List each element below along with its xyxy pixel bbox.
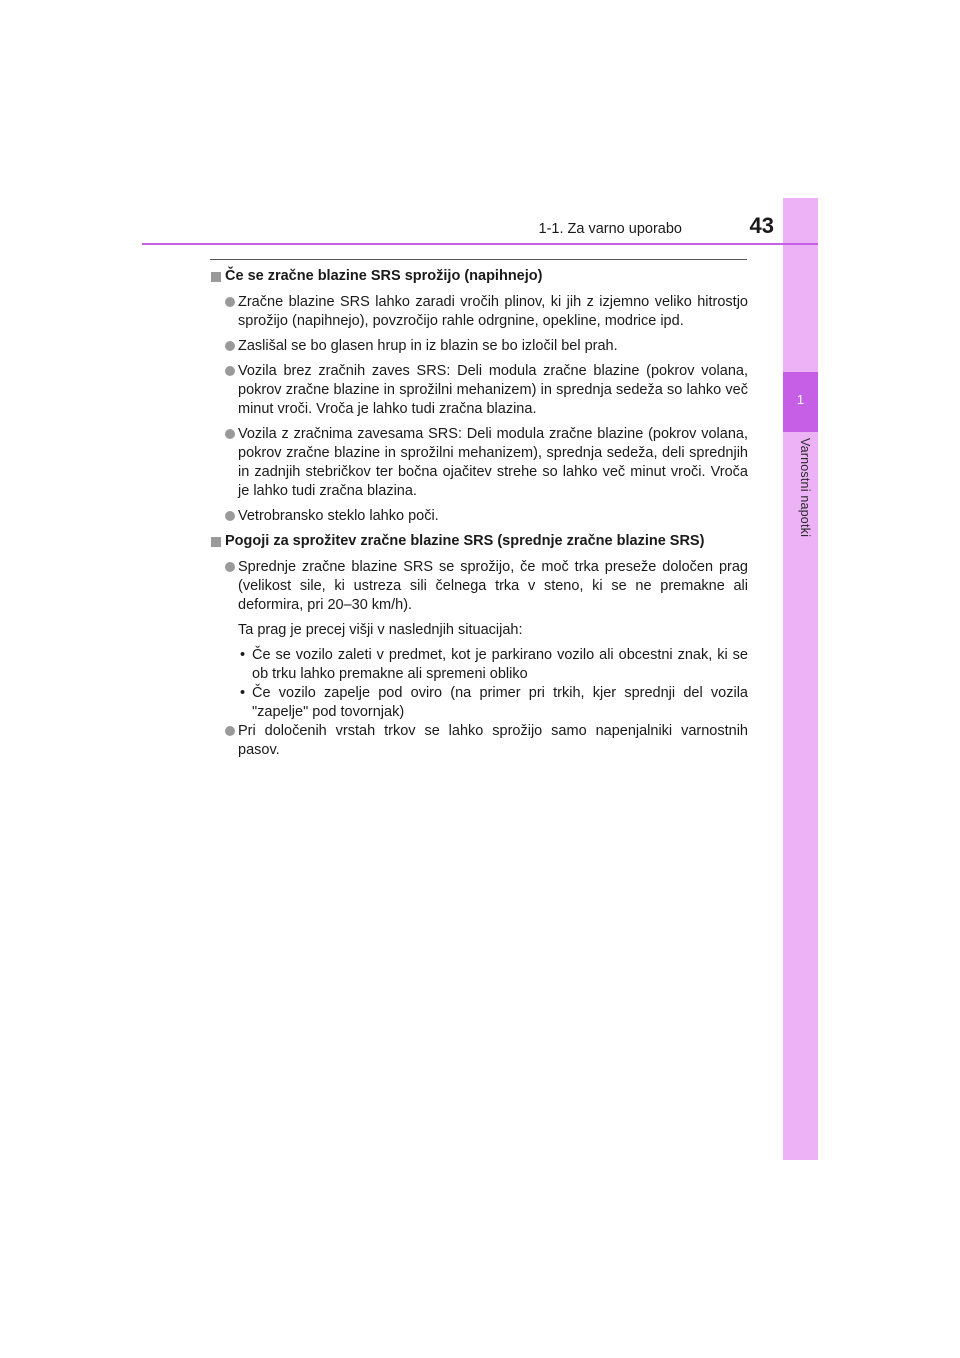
list-item <box>210 293 748 331</box>
square-bullet-icon <box>211 537 221 547</box>
header-rule <box>142 243 818 245</box>
page-number: 43 <box>749 213 774 238</box>
list-item <box>210 425 748 501</box>
circle-bullet-icon <box>225 341 235 351</box>
circle-bullet-icon <box>225 562 235 572</box>
list-item-text: Vozila brez zračnih zaves SRS: Deli modula zračne blazine (pokrov volana, pokrov zračne blazine in sprožilni mehanizem) in sprednja sedeža so lahko več minut vroči. Vroča je lahko tudi zračna blazina. <box>238 363 748 417</box>
sub-list-item-text: Če se vozilo zaleti v predmet, kot je parkirano vozilo ali obcestni znak, ki se ob trku lahko premakne ali spremeni obliko <box>252 647 748 682</box>
circle-bullet-icon <box>225 366 235 376</box>
section-heading-text: Če se zračne blazine SRS sprožijo (napihnejo) <box>225 268 543 284</box>
list-item-text: Zračne blazine SRS lahko zaradi vročih plinov, ki jih z izjemno veliko hitrostjo sprožijo (napihnejo), povzročijo rahle odrgnine, opekline, modrice ipd. <box>238 294 748 329</box>
circle-bullet-icon <box>225 511 235 521</box>
section-title: 1-1. Za varno uporabo <box>538 221 682 237</box>
list-item-text: Vozila z zračnima zavesama SRS: Deli modula zračne blazine (pokrov volana, pokrov zračne blazine in sprožilni mehanizem), sprednja sedeža, deli sprednjih in zadnjih stebričkov ter bočna ojačitev strehe so lahko več minut vroči. Vroča je lahko tudi zračna blazina. <box>238 426 748 499</box>
section-heading-text: Pogoji za sprožitev zračne blazine SRS (sprednje zračne blazine SRS) <box>225 533 705 549</box>
sub-bullet-mark: • <box>240 685 246 701</box>
section-heading <box>210 532 748 551</box>
sub-bullet-mark: • <box>240 647 246 663</box>
section-heading <box>210 267 748 286</box>
intro-text: Ta prag je precej višji v naslednjih situacijah: <box>238 622 523 638</box>
list-item <box>210 337 748 356</box>
circle-bullet-icon <box>225 726 235 736</box>
page-content <box>210 267 748 766</box>
sub-list-item <box>210 684 748 722</box>
list-item <box>210 558 748 615</box>
list-item-text: Zaslišal se bo glasen hrup in iz blazin se bo izločil bel prah. <box>238 338 618 354</box>
sub-list-item <box>210 646 748 684</box>
circle-bullet-icon <box>225 297 235 307</box>
sub-list <box>210 646 748 722</box>
chapter-title: Varnostni napotki <box>798 438 812 538</box>
chapter-tab-strip <box>783 198 818 1160</box>
list-item <box>210 722 748 760</box>
list-item-text: Pri določenih vrstah trkov se lahko sprožijo samo napenjalniki varnostnih pasov. <box>238 723 748 758</box>
list-item <box>210 507 748 526</box>
list-item <box>210 362 748 419</box>
sub-list-item-text: Če vozilo zapelje pod oviro (na primer pri trkih, kjer sprednji del vozila "zapelje" pod tovornjak) <box>252 685 748 720</box>
content-divider <box>210 259 747 260</box>
chapter-number: 1 <box>796 392 805 407</box>
square-bullet-icon <box>211 272 221 282</box>
list-item-text: Sprednje zračne blazine SRS se sprožijo, če moč trka preseže določen prag (velikost sile, ki ustreza sili čelnega trka v steno, ki se ne premakne ali deformira, pri 20–30 km/h). <box>238 559 748 613</box>
circle-bullet-icon <box>225 429 235 439</box>
list-item-text: Vetrobransko steklo lahko poči. <box>238 508 439 524</box>
